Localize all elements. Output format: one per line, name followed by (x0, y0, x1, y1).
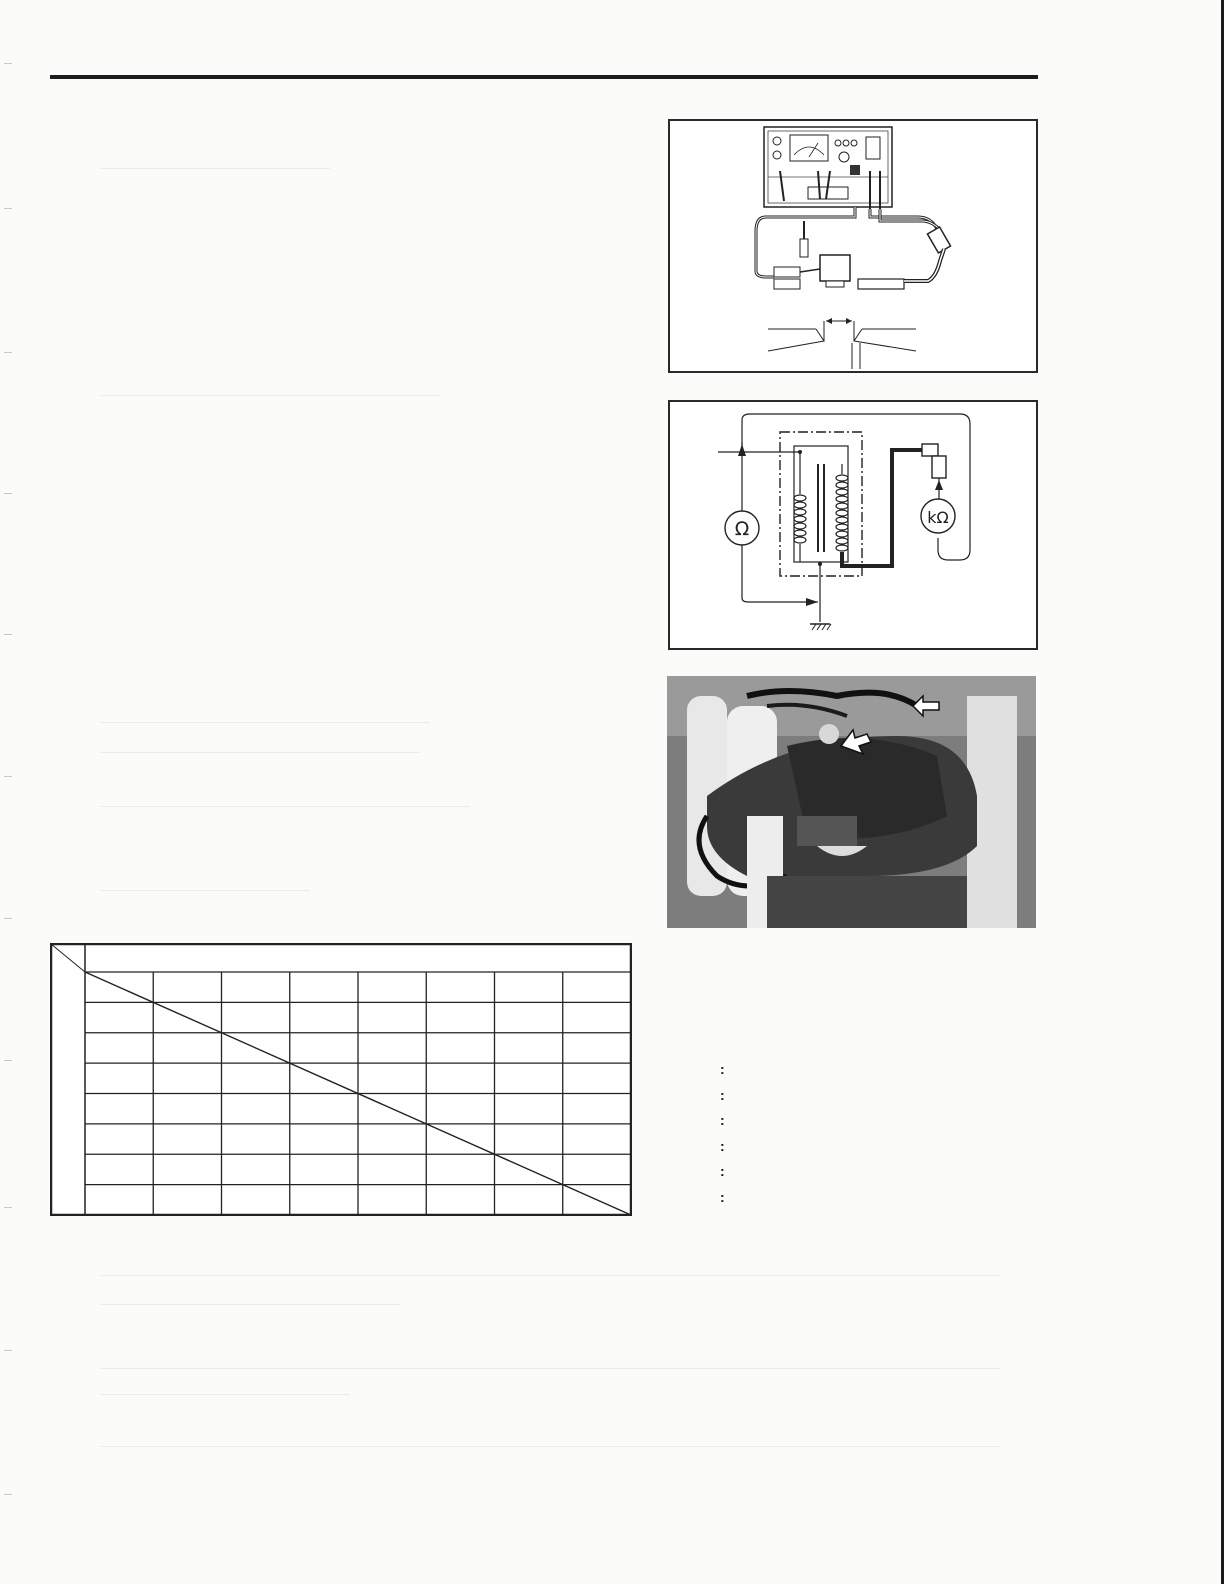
ohm-meter-label: Ω (734, 518, 750, 540)
key-dots: : (720, 1086, 725, 1103)
faded-text-line (100, 395, 440, 396)
faded-text-line (100, 806, 470, 807)
margin-tick (4, 63, 12, 64)
coil-circuit (670, 402, 1036, 648)
chart-grid (51, 944, 631, 1215)
margin-tick (4, 918, 12, 919)
faded-text-line (100, 1275, 1000, 1276)
key-list (720, 1057, 725, 1210)
margin-tick (4, 352, 12, 353)
margin-tick (4, 1060, 12, 1061)
margin-tick (4, 776, 12, 777)
spark-tester-drawing (670, 121, 1036, 371)
chart-frame (51, 944, 631, 1215)
ignition-coil-photo (667, 676, 1036, 928)
spark-tester-illustration (668, 119, 1038, 373)
kilohm-meter-label: kΩ (927, 508, 949, 527)
margin-tick (4, 1494, 12, 1495)
faded-text-line (100, 168, 330, 169)
key-dots: : (720, 1061, 725, 1077)
key-dots: : (720, 1163, 725, 1179)
faded-text-line (100, 752, 420, 753)
key-dots: : (720, 1112, 725, 1128)
faded-text-line (100, 722, 430, 723)
photo-rendition (667, 676, 1036, 928)
coil-resistance-diagram (668, 400, 1038, 650)
margin-tick (4, 1350, 12, 1351)
faded-text-line (100, 1368, 1000, 1369)
margin-tick (4, 1207, 12, 1208)
key-dots: : (720, 1137, 725, 1154)
faded-text-line (100, 1446, 1000, 1447)
margin-tick (4, 208, 12, 209)
margin-tick (4, 634, 12, 635)
chart (50, 943, 632, 1216)
faded-text-line (100, 890, 310, 891)
key-dots: : (720, 1188, 725, 1205)
margin-tick (4, 493, 12, 494)
faded-text-line (100, 1304, 400, 1305)
header-rule (50, 75, 1038, 79)
faded-text-line (100, 1394, 350, 1395)
